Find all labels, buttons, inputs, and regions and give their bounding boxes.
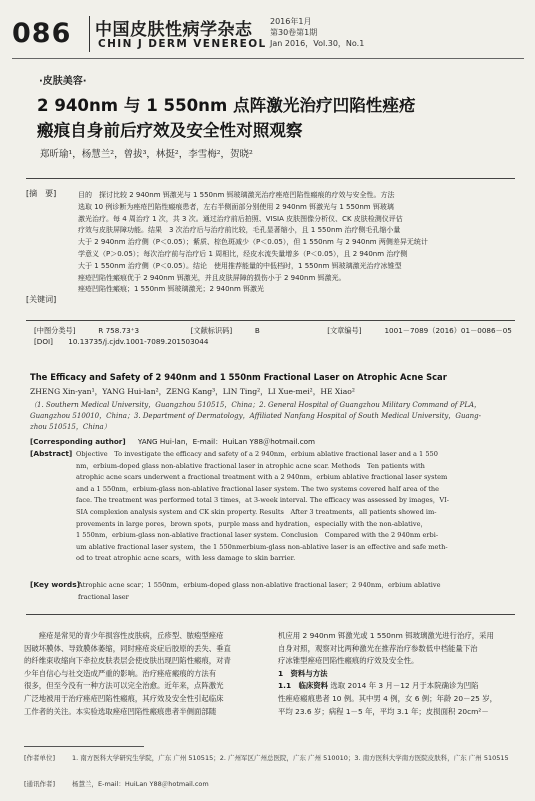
footnote-affiliation [24,753,514,764]
abstract-line: 疗效与皮肤屏障功能。结果 3 次治疗后与治疗前比较，毛孔显著缩小，且 1 550nm 治疗侧毛孔缩小量 [78,226,401,235]
abstract-bottom-rule [26,320,515,321]
body-line: 的纤维束收缩向下牵拉皮肤表层会使皮肤出现凹陷性瘢痕，对青 [24,656,231,666]
body-line: 因破坏膜体、导致膜体萎缩，同时痤疮炎症后胶原的丢失、垂直 [24,643,231,653]
footnote-corresponding [24,779,514,790]
affiliation-line: Guangzhou 510010，China；3. Department of Dermatology，Affiliated Nanfang Hospital of South Medical University，Guang- [30,411,482,420]
author-list: 郑昕瑜¹，杨慧兰²，曾拔³，林挺²，李雪梅²，贺晓² [40,149,253,160]
corr-label: [Corresponding author] [30,437,126,446]
english-bottom-rule [26,614,515,615]
title-line: 瘢痕自身前后疗效及安全性对照观察 [37,121,303,140]
abstract-cn-text [78,190,508,296]
column-name: ·皮肤美容· [39,76,87,87]
clc-value: R 758.73⁺3 [98,326,140,335]
corresponding-author-en [30,437,315,447]
body-line: 自身对照，观察对比两种激光在推荐治疗参数低中档能量下治 [278,643,478,653]
clc-label: [中图分类号] [34,326,76,335]
footnote-rule [24,746,144,747]
abstract-cn [26,180,515,312]
doi-label: [DOI] [34,337,53,346]
classification-line [34,325,514,336]
body-column-right [278,630,508,718]
body-line: 广泛地被用于治疗痤疮凹陷性瘢痕，其疗效及安全性引起临床 [24,693,224,703]
body-line: 平均 23.6 岁；病程 1－5 年，平均 3.1 年；皮损面积 20cm²－ [278,706,489,716]
abstract-en-line: od to treat atrophic acne scars，with less damage to skin barrier. [76,554,296,563]
body-line: 性痤疮瘢痕患者 10 例。其中男 4 例，女 6 例；年龄 20－25 岁， [278,693,498,703]
english-title: The Efficacy and Safety of 2 940nm and 1 550nm Fractional Laser on Atrophic Acne Scar [30,372,447,382]
abstract-en-line: atrophic acne scars underwent a fractional treatment with a 2 940nm，erbium ablative fractional laser system [76,473,448,482]
abstract-line: 激光治疗。每 4 周治疗 1 次，共 3 次。通过治疗前后拍照、VISIA 皮肤图像分析仪、CK 皮肤检测仪评估 [78,214,403,223]
body-line: 选取 2014 年 3 月－12 月于本院确诊为凹陷 [330,681,479,691]
abstract-en-line: Objective To investigate the efficacy and safety of a 2 940nm，erbium ablative fractional laser and a 1 550 [76,450,438,458]
article-title [37,93,416,143]
abstract-en-text [76,449,496,565]
doi-value: 10.13735/j.cjdv.1001-7089.201503044 [68,337,209,346]
subsection-line [278,680,508,693]
body-line: 机应用 2 940nm 铒激光或 1 550nm 铒玻璃激光进行治疗，采用 [278,631,494,640]
body-line: 工作者的关注。本实验选取痤疮凹陷性瘢痕患者半侧面部随 [24,706,217,716]
abstract-line: 痤疮凹陷性瘢痕优于 2 940nm 铒激光，并且皮肤屏障的损伤小于 2 940nm 铒激光。 [78,273,346,282]
body-line: 疗冰锥型痤疮凹陷性瘢痕的疗效及安全性。 [278,656,419,666]
abstract-en-line: and a 1 550nm，erbium-glass non-ablative fractional laser system. The two systems covered half area of the [76,484,440,493]
page-number: 086 [12,18,72,49]
doc-value: B [254,326,260,335]
abstract-en-line: provements in large pores，brown spots，purple mass and hydration，especially with the non-ablative， [76,519,428,528]
art-label: [文章编号] [327,326,362,335]
abstract-top-rule [26,178,515,179]
journal-name-cn: 中国皮肤性病学杂志 [95,20,253,40]
header-rule [12,58,524,59]
body-line: 痤疮是常见的青少年损容性皮肤病，丘疹型、脓疱型痤疮 [24,631,224,640]
abstract-label: [摘 要] [26,189,57,198]
abstract-line: 大于 2 940nm 治疗侧（P＜0.05）；紫质、棕色斑减少（P＜0.05），但 1 550nm 与 2 940nm 两侧差异无统计 [78,238,428,247]
abstract-en-line: nm，erbium-doped glass non-ablative fractional laser in atrophic acne scar. Methods Ten patients with [76,461,425,470]
issue-line: Jan 2016，Vol.30，No.1 [270,39,365,48]
keywords-cn: 痤疮凹陷性瘢痕；1 550nm 铒玻璃激光；2 940nm 铒激光 [78,285,265,294]
abstract-en-line: face. The treatment was performed total 3 times，at 3-week interval. The efficacy was assessed by images，VI- [76,496,449,505]
journal-header [12,14,524,56]
footnote-label: [作者单位] [24,754,56,762]
body-line: 很多，但至今没有一种方法可以完全治愈。近年来，点阵激光 [24,681,224,691]
section-heading: 1 资料与方法 [278,668,328,678]
corr-value: YANG Hui-lan，E-mail：HuiLan Y88＠hotmail.com [137,437,316,446]
abstract-line: 目的 探讨比较 2 940nm 铒激光与 1 550nm 铒玻璃激光治疗痤疮凹陷性瘢痕的疗效与安全性。方法 [78,191,395,199]
art-value: 1001－7089（2016）01－0086－05 [384,326,512,335]
footnote-text: 杨慧兰，E-mail：HuiLan Y88＠hotmail.com [72,780,209,788]
english-affiliations [30,400,500,432]
keywords-en-label: [Key words] [30,580,80,589]
abstract-en-line: 1 550nm，erbium-glass non-ablative fractional laser system. Conclusion Compared with the 2 940nm erbi- [76,531,439,540]
footnote-text: 1. 南方医科大学研究生学院，广东 广州 510515；2. 广州军区广州总医院，广东 广州 510010；3. 南方医科大学南方医院皮肤科，广东 广州 510515 [72,754,509,762]
issue-info [270,16,364,49]
english-authors: ZHENG Xin-yan¹，YANG Hui-lan²，ZENG Kang³，LIN Ting²，LI Xue-mei²，HE Xiao² [30,387,355,396]
keywords-en [78,580,498,603]
subsection-heading: 1.1 临床资料 [278,681,329,691]
body-line: 少年自信心与社交造成严重的影响。治疗痤疮瘢痕的方法有 [24,668,217,678]
keywords-en-line: Atrophic acne scar；1 550nm，erbium-doped glass non-ablative fractional laser；2 940nm，erbium ablative [78,581,441,589]
affiliation-line: zhou 510515，China） [30,422,111,431]
body-column-left [24,630,254,718]
doi-line [34,336,514,347]
doc-label: [文献标识码] [190,326,233,335]
keywords-en-line: fractional laser [78,592,129,601]
classification-block [34,325,514,347]
keywords-label: [关键词] [26,295,57,304]
abstract-en-line: SIA complexion analysis system and CK skin property. Results After 3 treatments，all patients showed im- [76,507,437,516]
issue-line: 2016年1月 [270,17,312,26]
abstract-en-line: um ablative fractional laser system，the 1 550nmerbium-glass non-ablative laser is an effective and safe meth- [76,542,448,551]
title-line: 2 940nm 与 1 550nm 点阵激光治疗凹陷性痤疮 [37,96,416,115]
issue-line: 第30卷第1期 [270,28,318,37]
abstract-line: 学意义（P＞0.05）；每次治疗前与治疗后 1 周相比，经皮水流失量增多（P＜0.05），且 2 940nm 治疗侧 [78,249,408,258]
header-divider [89,16,90,52]
affiliation-line: （1. Southern Medical University，Guangzhou 510515，China；2. General Hospital of Guangzhou Military Command of PLA， [30,401,482,409]
footnote-label: [通讯作者] [24,780,56,788]
abstract-en-label: [Abstract] [30,449,73,458]
abstract-line: 大于 1 550nm 治疗侧（P＜0.05）。结论 使用推荐能量的中低档时，1 550nm 铒玻璃激光治疗冰锥型 [78,261,402,270]
journal-name-en: CHIN J DERM VENEREOL [98,38,267,50]
abstract-line: 选取 10 例诊断为痤疮凹陷性瘢痕患者，左右半侧面部分别使用 2 940nm 铒激光与 1 550nm 铒玻璃 [78,202,394,211]
